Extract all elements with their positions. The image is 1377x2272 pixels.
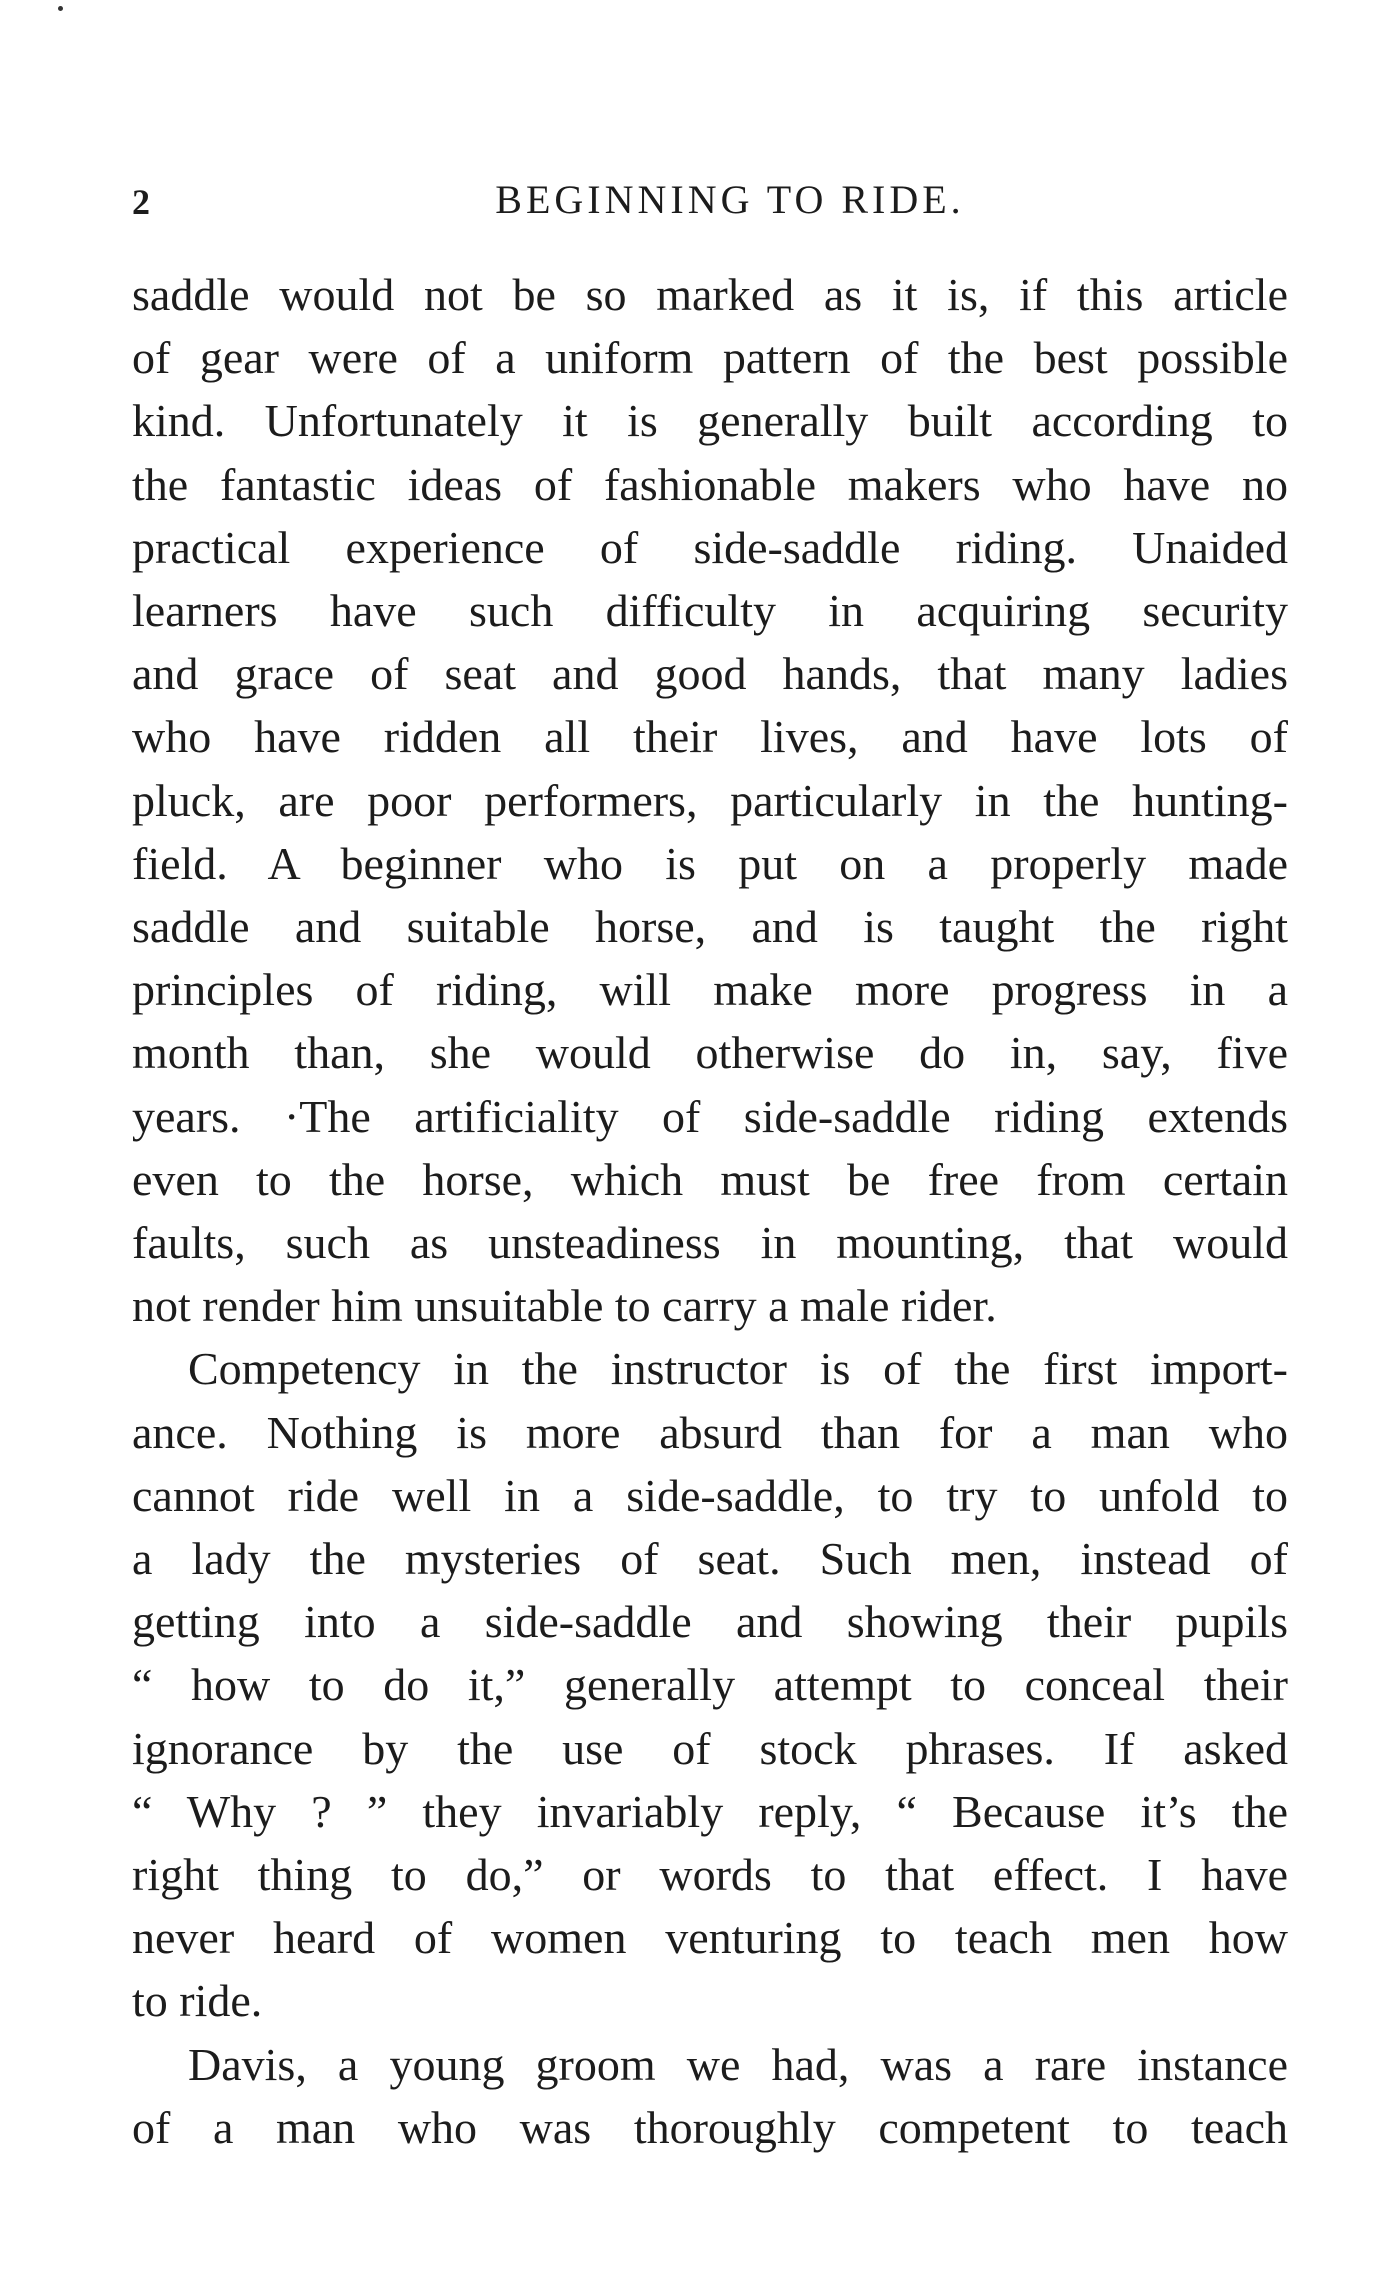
text-line: even to the horse, which must be free from certain: [132, 1153, 1288, 1205]
text-line: of gear were of a uniform pattern of the best possible: [132, 332, 1288, 384]
text-line: never heard of women venturing to teach men how: [132, 1912, 1288, 1964]
text-line: month than, she would otherwise do in, say, five: [132, 1027, 1288, 1079]
text-line: the fantastic ideas of fashionable makers who have no: [132, 458, 1288, 510]
text-line: Davis, a young groom we had, was a rare instance: [188, 2038, 1288, 2090]
page-header: [132, 170, 1288, 230]
text-line: and grace of seat and good hands, that many ladies: [132, 648, 1288, 700]
text-line: ance. Nothing is more absurd than for a man who: [132, 1406, 1288, 1458]
text-line: cannot ride well in a side-saddle, to try to unfold to: [132, 1469, 1288, 1521]
paragraph-3: [132, 2033, 1288, 2159]
text-line: ignorance by the use of stock phrases. If asked: [132, 1722, 1288, 1774]
text-line: of a man who was thoroughly competent to teach: [132, 2101, 1288, 2153]
text-line: field. A beginner who is put on a properly made: [132, 837, 1288, 889]
text-line: years. ·The artificiality of side-saddle riding extends: [132, 1090, 1288, 1142]
text-line: “ Why ? ” they invariably reply, “ Because it’s the: [132, 1785, 1288, 1837]
text-line: saddle and suitable horse, and is taught the right: [132, 901, 1288, 953]
text-line: practical experience of side-saddle riding. Unaided: [132, 521, 1288, 573]
text-line: to ride.: [132, 1975, 263, 2027]
paragraph-2: [132, 1337, 1288, 2032]
text-line: pluck, are poor performers, particularly in the hunting-: [132, 774, 1288, 826]
text-line: saddle would not be so marked as it is, if this article: [132, 269, 1288, 320]
body-text: [132, 263, 1288, 2159]
paragraph-1: [132, 263, 1288, 1337]
page-number: 2: [132, 182, 150, 222]
text-line: not render him unsuitable to carry a male rider.: [132, 1280, 997, 1332]
text-line: getting into a side-saddle and showing their pupils: [132, 1596, 1288, 1648]
text-line: learners have such difficulty in acquiring security: [132, 585, 1288, 637]
text-line: principles of riding, will make more progress in a: [132, 964, 1288, 1016]
text-line: right thing to do,” or words to that effect. I have: [132, 1849, 1288, 1901]
text-line: kind. Unfortunately it is generally built according to: [132, 395, 1288, 447]
running-head: BEGINNING TO RIDE.: [495, 177, 965, 222]
print-speck: [58, 6, 63, 11]
text-line: Competency in the instructor is of the first import-: [188, 1343, 1288, 1395]
text-line: faults, such as unsteadiness in mounting, that would: [132, 1217, 1288, 1269]
text-line: a lady the mysteries of seat. Such men, instead of: [132, 1533, 1288, 1585]
text-line: “ how to do it,” generally attempt to conceal their: [132, 1659, 1288, 1711]
text-line: who have ridden all their lives, and have lots of: [132, 711, 1288, 763]
